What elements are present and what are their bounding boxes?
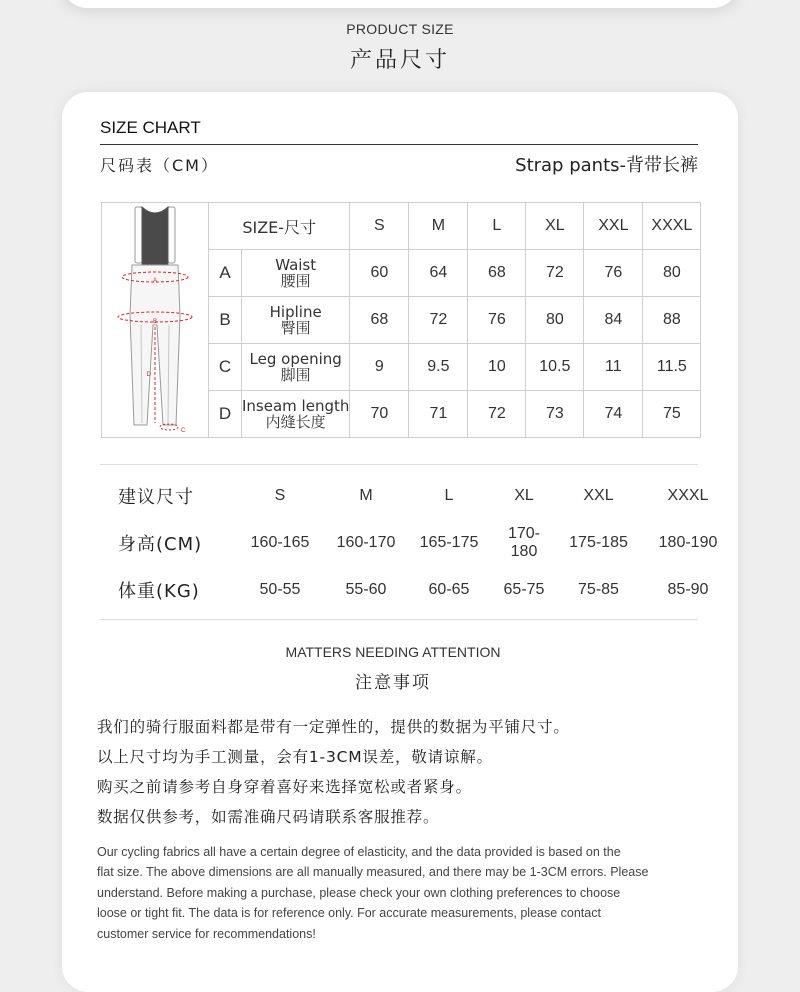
table-cell: 75-85 xyxy=(578,580,619,598)
table-cell: 80 xyxy=(643,250,701,297)
size-col-xl: XL xyxy=(526,203,584,250)
table-cell: 74 xyxy=(584,391,643,438)
table-cell: 73 xyxy=(526,391,584,438)
size-col-xxl: XXL xyxy=(584,203,643,250)
figure-label-b: B xyxy=(152,319,158,325)
table-cell: 70 xyxy=(350,391,409,438)
size-table xyxy=(101,202,701,438)
size-chart-title: SIZE CHART xyxy=(100,118,201,137)
table-cell: 71 xyxy=(409,391,468,438)
attention-zh-title: 注意事项 xyxy=(355,673,431,693)
row-letter: C xyxy=(209,344,242,391)
table-cell: 85-90 xyxy=(667,580,709,598)
measure-name: Waist 腰围 xyxy=(242,250,350,297)
table-cell: 55-60 xyxy=(345,580,387,598)
size-chart-subtitle: 尺码表（CM） xyxy=(100,156,219,175)
table-cell: 50-55 xyxy=(259,580,301,598)
pants-figure-cell xyxy=(102,203,209,438)
section-divider xyxy=(100,464,698,465)
rec-header-label: 建议尺寸 xyxy=(118,486,194,508)
table-cell: 10 xyxy=(468,344,526,391)
table-cell: 68 xyxy=(350,297,409,344)
table-cell: 76 xyxy=(468,297,526,344)
rec-row-label: 身高(CM) xyxy=(118,533,203,555)
table-row xyxy=(100,519,731,566)
table-cell: 160-165 xyxy=(250,533,310,551)
table-cell: 10.5 xyxy=(526,344,584,391)
size-header-label: SIZE-尺寸 xyxy=(209,203,350,250)
table-row xyxy=(100,472,731,519)
table-cell: 60 xyxy=(350,250,409,297)
header-en-title: PRODUCT SIZE xyxy=(346,21,454,37)
note-line: 购买之前请参考自身穿着喜好来选择宽松或者紧身。 xyxy=(97,778,472,796)
note-line: 我们的骑行服面料都是带有一定弹性的，提供的数据为平铺尺寸。 xyxy=(97,718,570,736)
figure-label-c: C xyxy=(181,428,186,433)
table-cell: 68 xyxy=(468,250,526,297)
measure-name: Leg opening 脚围 xyxy=(242,344,350,391)
bib-pants-illustration xyxy=(102,203,208,433)
rec-size-xl: XL xyxy=(514,486,534,504)
attention-en-title: MATTERS NEEDING ATTENTION xyxy=(285,644,501,660)
figure-label-a: A xyxy=(152,278,158,284)
table-cell: 75 xyxy=(643,391,701,438)
size-chart-rule xyxy=(100,144,698,145)
table-cell: 60-65 xyxy=(428,580,470,598)
size-col-m: M xyxy=(409,203,468,250)
table-cell: 72 xyxy=(468,391,526,438)
rec-size-l: L xyxy=(444,486,454,504)
header-zh-title: 产品尺寸 xyxy=(349,48,450,73)
table-cell: 65-75 xyxy=(503,580,545,598)
note-line: flat size. The above dimensions are all manually measured, and there may be 1-3CM errors. Please xyxy=(97,865,649,880)
table-cell: 11.5 xyxy=(643,344,701,391)
row-letter: D xyxy=(209,391,242,438)
rec-size-xxl: XXL xyxy=(583,486,614,504)
size-col-xxxl: XXXL xyxy=(643,203,701,250)
attention-zh-notes xyxy=(97,712,570,832)
rec-size-m: M xyxy=(359,486,373,504)
table-cell: 72 xyxy=(526,250,584,297)
table-cell: 160-170 xyxy=(336,533,396,551)
note-line: understand. Before making a purchase, please check your own clothing preferences to choose xyxy=(97,885,621,900)
table-cell: 72 xyxy=(409,297,468,344)
note-line: customer service for recommendations! xyxy=(97,926,316,941)
note-line: 数据仅供参考，如需准确尺码请联系客服推荐。 xyxy=(97,808,440,826)
table-cell: 180-190 xyxy=(658,533,718,551)
table-cell: 9.5 xyxy=(409,344,468,391)
table-cell: 11 xyxy=(584,344,643,391)
page-header xyxy=(0,21,800,74)
recommendation-table xyxy=(100,472,731,613)
rec-row-label: 体重(KG) xyxy=(118,580,200,602)
table-cell: 88 xyxy=(643,297,701,344)
table-cell: 170-180 xyxy=(507,524,541,560)
measure-name: Hipline 臀围 xyxy=(242,297,350,344)
size-col-l: L xyxy=(468,203,526,250)
rec-size-xxxl: XXXL xyxy=(667,486,709,504)
note-line: Our cycling fabrics all have a certain degree of elasticity, and the data provided is based on the xyxy=(97,845,621,859)
table-row xyxy=(100,566,731,613)
size-col-s: S xyxy=(350,203,409,250)
product-name: Strap pants-背带长裤 xyxy=(515,155,698,176)
note-line: 以上尺寸均为手工测量，会有1-3CM误差，敬请谅解。 xyxy=(97,748,493,766)
table-cell: 175-185 xyxy=(569,533,628,551)
row-letter: B xyxy=(209,297,242,344)
table-cell: 76 xyxy=(584,250,643,297)
previous-card-edge xyxy=(60,0,740,8)
row-letter: A xyxy=(209,250,242,297)
figure-label-d: D xyxy=(146,372,151,378)
section-divider xyxy=(100,619,698,620)
rec-size-s: S xyxy=(274,486,286,504)
measure-name: Inseam length 内缝长度 xyxy=(242,391,350,438)
table-cell: 80 xyxy=(526,297,584,344)
table-cell: 165-175 xyxy=(419,533,479,551)
note-line: loose or tight fit. The data is for reference only. For accurate measurements, please contact xyxy=(97,906,601,921)
table-cell: 9 xyxy=(350,344,409,391)
table-cell: 84 xyxy=(584,297,643,344)
table-cell: 64 xyxy=(409,250,468,297)
attention-en-notes xyxy=(97,842,707,944)
